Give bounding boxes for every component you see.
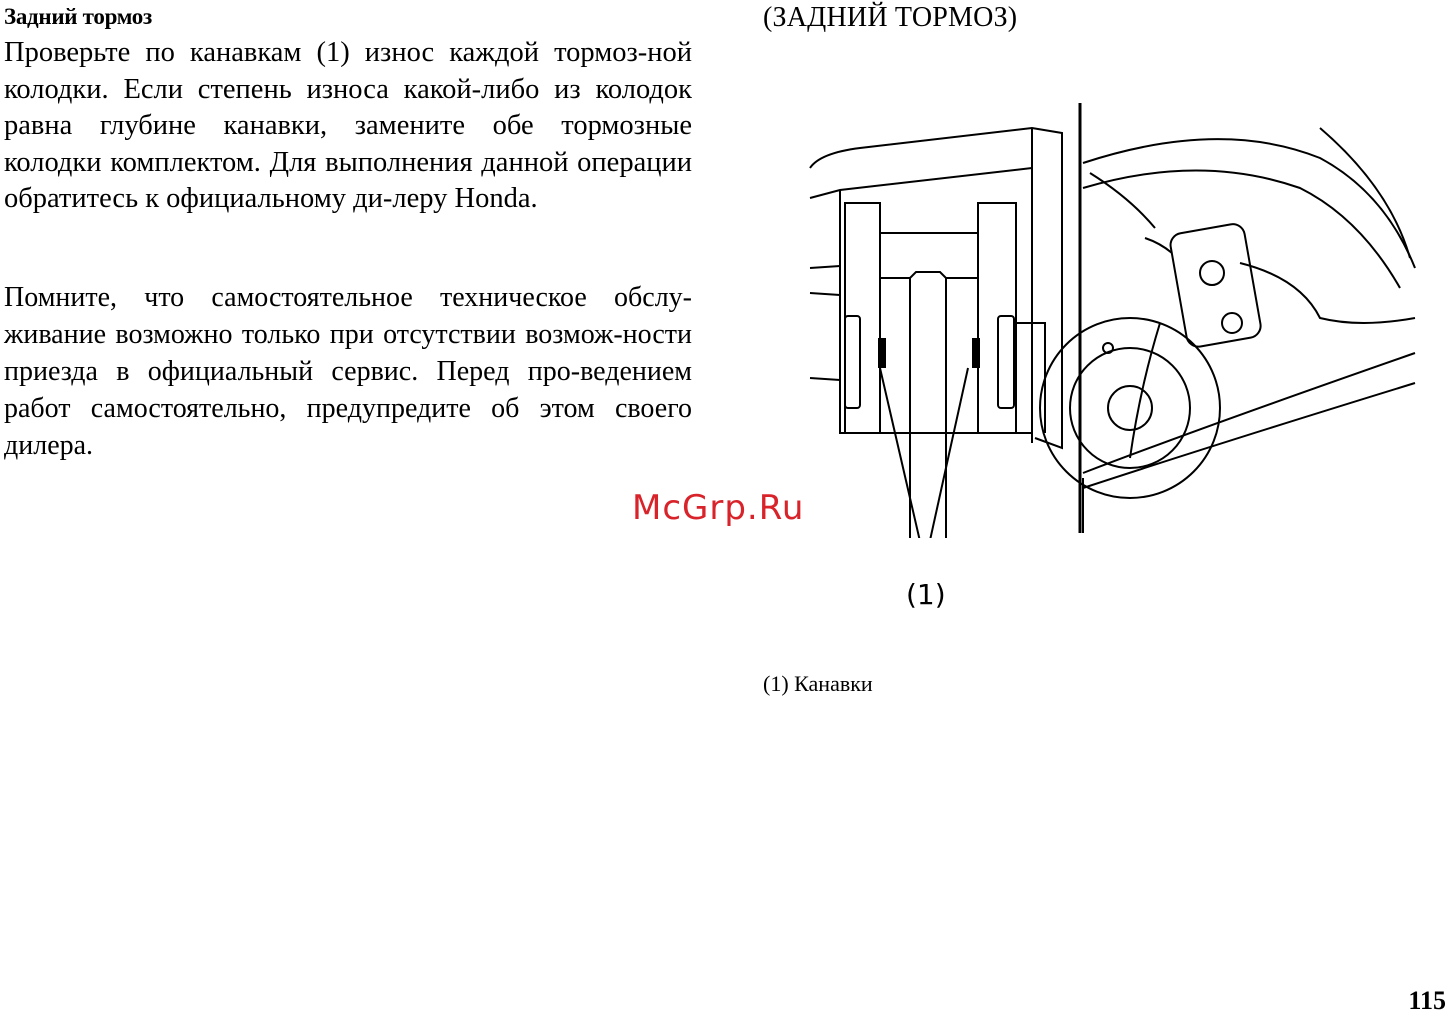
watermark: McGrp.Ru — [632, 488, 805, 528]
body-paragraph-1: Проверьте по канавкам (1) износ каждой тормоз-ной колодки. Если степень износа какой-либо из колодок равна глубине канавки, замените обе тормозные колодки комплектом. Для выполнения данной операции обратитесь к официальному ди-леру Honda. — [4, 37, 692, 214]
rear-wheel-rim — [1083, 139, 1415, 268]
groove-mark-left — [878, 338, 886, 368]
groove-callout-label: (1) — [906, 578, 946, 611]
rear-brake-illustration — [800, 98, 1420, 538]
figure-caption: (1) Канавки — [763, 671, 873, 696]
groove-arrow-left — [880, 368, 925, 538]
groove-mark-right — [972, 338, 980, 368]
body-paragraph-2: Помните, что самостоятельное техническое обслу-живание возможно только при отсутствии возмож-ности приезда в официальный сервис. Перед про-ведением работ самостоятельно, предупредите об этом своего дилера. — [4, 282, 692, 461]
brake-pad-left — [845, 203, 880, 433]
caliper-housing-outline — [810, 128, 1062, 448]
section-title: Задний тормоз — [4, 4, 152, 29]
page-number: 115 — [1408, 986, 1446, 1015]
figure-title: (ЗАДНИЙ ТОРМОЗ) — [763, 2, 1018, 33]
